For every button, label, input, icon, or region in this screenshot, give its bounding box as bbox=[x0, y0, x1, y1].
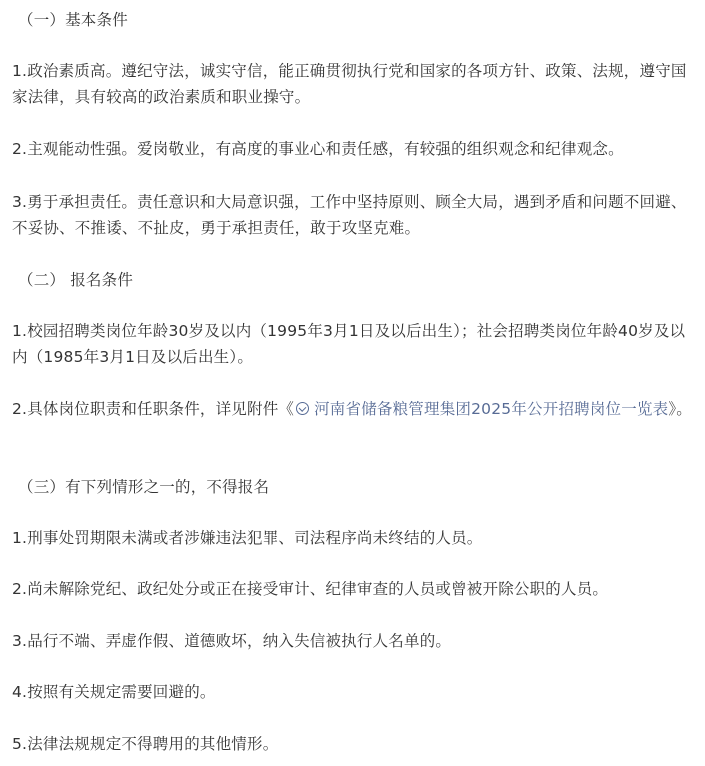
basic-condition-1: 1.政治素质高。遵纪守法，诚实守信，能正确贯彻执行党和国家的各项方针、政策、法规，遵守国家法律，具有较高的政治素质和职业操守。 bbox=[12, 62, 687, 106]
disqualification-3: 3.品行不端、弄虚作假、道德败坏，纳入失信被执行人名单的。 bbox=[12, 632, 452, 650]
section-heading-registration: （二） 报名条件 bbox=[18, 271, 134, 289]
disqualification-4: 4.按照有关规定需要回避的。 bbox=[12, 683, 216, 701]
registration-condition-2-prefix: 2.具体岗位职责和任职条件，详见附件《 bbox=[12, 400, 295, 418]
attachment-link[interactable] bbox=[294, 400, 668, 418]
disqualification-1: 1.刑事处罚期限未满或者涉嫌违法犯罪、司法程序尚未终结的人员。 bbox=[12, 529, 483, 547]
link-icon bbox=[296, 402, 309, 415]
basic-condition-3: 3.勇于承担责任。责任意识和大局意识强，工作中坚持原则、顾全大局，遇到矛盾和问题不回避、不妥协、不推诿、不扯皮，勇于承担责任，敢于攻坚克难。 bbox=[12, 193, 687, 237]
section-heading-disqualification: （三）有下列情形之一的，不得报名 bbox=[18, 478, 270, 496]
attachment-link-text[interactable]: 河南省储备粮管理集团2025年公开招聘岗位一览表 bbox=[314, 400, 669, 418]
disqualification-2: 2.尚未解除党纪、政纪处分或正在接受审计、纪律审查的人员或曾被开除公职的人员。 bbox=[12, 580, 609, 598]
basic-condition-2: 2.主观能动性强。爱岗敬业，有高度的事业心和责任感，有较强的组织观念和纪律观念。 bbox=[12, 140, 624, 158]
section-heading-basic: （一）基本条件 bbox=[18, 11, 128, 29]
registration-condition-2-suffix: 》。 bbox=[668, 400, 692, 418]
registration-condition-2 bbox=[12, 396, 697, 422]
disqualification-5: 5.法律法规规定不得聘用的其他情形。 bbox=[12, 735, 279, 753]
registration-condition-1: 1.校园招聘类岗位年龄30岁及以内（1995年3月1日及以后出生）；社会招聘类岗位年龄40岁及以内（1985年3月1日及以后出生）。 bbox=[12, 322, 686, 366]
